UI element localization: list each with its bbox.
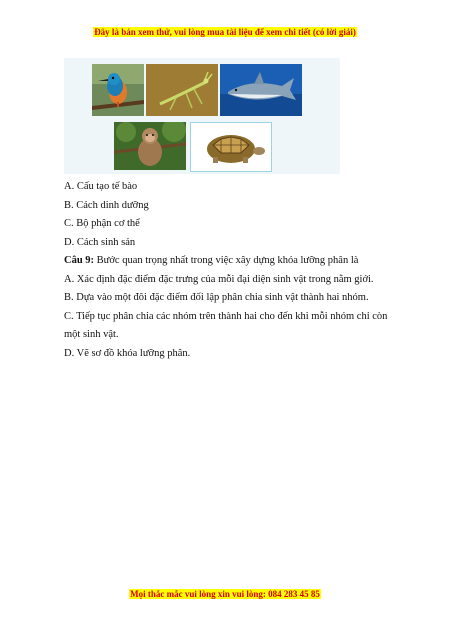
q9-option-b: B. Dựa vào một đôi đặc điểm đối lập phân chia sinh vật thành hai nhóm. — [64, 292, 369, 303]
q9-option-a: A. Xác định đặc điểm đặc trưng của mỗi đại diện sinh vật trong nằm giới. — [64, 273, 374, 285]
preview-notice-text: Đây là bản xem thử, vui lòng mua tài liệu để xem chi tiết (có lời giải) — [94, 27, 356, 37]
kingfisher-icon — [92, 64, 144, 116]
question-9-label: Câu 9: — [64, 255, 95, 266]
organism-figure — [64, 58, 340, 174]
contact-notice — [0, 589, 450, 599]
question-9-stem — [64, 252, 404, 271]
preview-notice — [0, 27, 450, 37]
monkey-icon — [114, 122, 186, 170]
option-b: B. Cách dinh dưỡng — [64, 199, 149, 211]
option-a: A. Cấu tạo tế bào — [64, 181, 138, 192]
contact-notice-text: Mọi thắc mắc vui lòng xin vui lòng: 084 283 45 85 — [130, 589, 320, 599]
question-9-text: Bước quan trọng nhất trong việc xây dựng khóa lưỡng phân là — [94, 255, 359, 266]
q9-option-c: C. Tiếp tục phân chia các nhóm trên thành hai cho đến khi mỗi nhóm chỉ còn một sinh vật. — [64, 310, 388, 340]
option-d: D. Cách sinh sản — [64, 236, 136, 248]
mantis-icon — [146, 64, 218, 116]
option-c: C. Bộ phận cơ thể — [64, 218, 140, 229]
tortoise-icon — [190, 122, 272, 172]
question-content — [64, 178, 404, 363]
q9-option-d: D. Vẽ sơ đồ khóa lưỡng phân. — [64, 347, 191, 359]
shark-icon — [220, 64, 302, 116]
